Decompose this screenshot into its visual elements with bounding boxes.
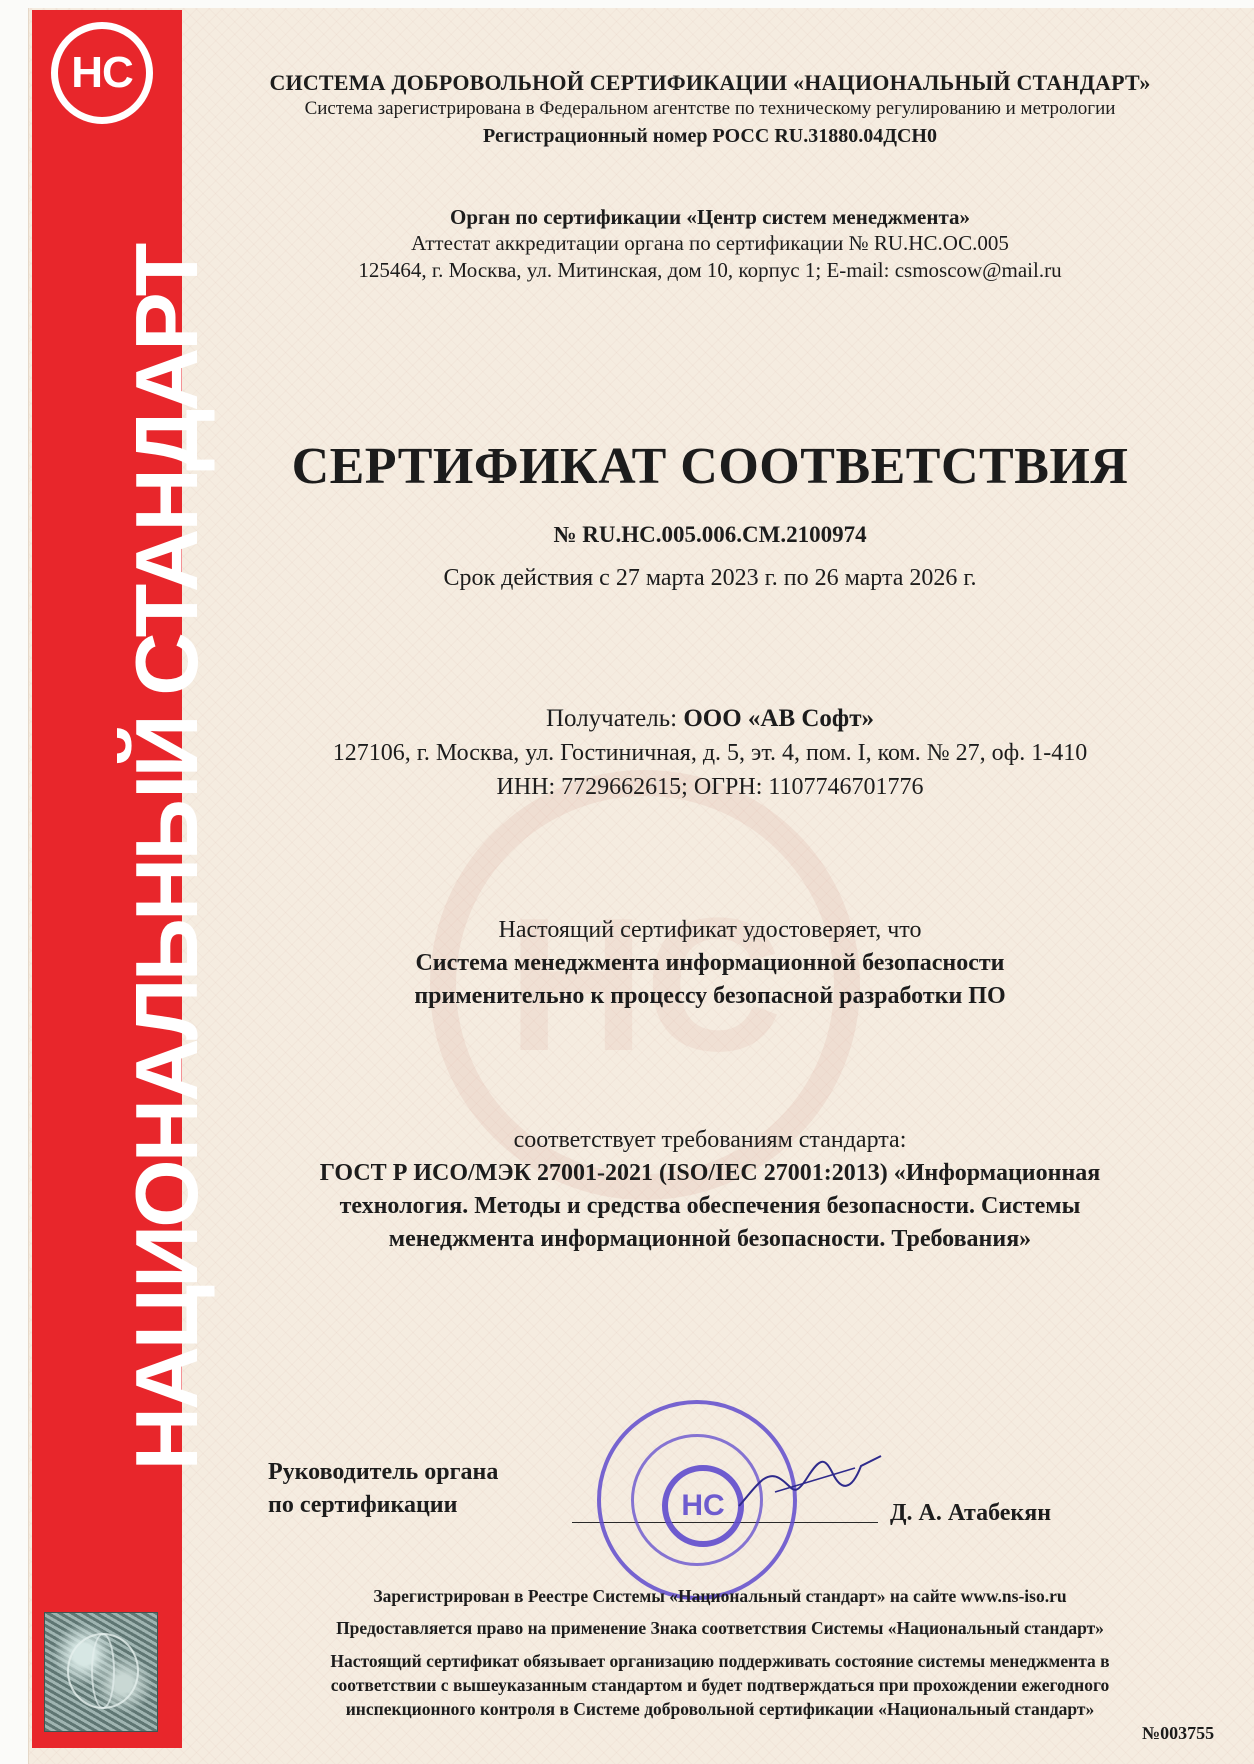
vertical-title: НАЦИОНАЛЬНЫЙ СТАНДАРТ [117,245,216,1471]
registry-note: Зарегистрирован в Реестре Системы «Национальный стандарт» на сайте www.ns-iso.ru [373,1586,1067,1606]
recipient-line [210,705,1210,733]
obligation-line3: инспекционного контроля в Системе добровольной сертификации «Национальный стандарт» [345,1699,1095,1719]
signatory-name: Д. А. Атабекян [890,1500,1052,1526]
conformity-intro: Настоящий сертификат удостоверяет, что [498,917,922,943]
globe-icon [67,1633,139,1709]
certification-body-name: Орган по сертификации «Центр систем менеджмента» [449,205,971,229]
stamp-logo: НС [662,1465,744,1547]
signatory-role-line1: Руководитель органа [268,1459,499,1485]
accreditation-certificate: Аттестат аккредитации органа по сертификации № RU.НС.ОС.005 [411,231,1009,255]
recipient-name: ООО «АВ Софт» [683,705,875,732]
system-name: СИСТЕМА ДОБРОВОЛЬНОЙ СЕРТИФИКАЦИИ «НАЦИОНАЛЬНЫЙ СТАНДАРТ» [269,70,1151,95]
certification-body-address: 125464, г. Москва, ул. Митинская, дом 10, корпус 1; E-mail: csmoscow@mail.ru [358,258,1062,282]
hologram-sticker [44,1612,158,1732]
recipient-label: Получатель: [545,705,684,732]
conformity-subject-line2: применительно к процессу безопасной разработки ПО [414,983,1006,1009]
recipient-ids: ИНН: 7729662615; ОГРН: 1107746701776 [496,774,924,800]
registration-number: Регистрационный номер РОСС RU.31880.04ДСН0 [483,125,937,147]
handwritten-signature [735,1448,885,1518]
signatory-role [268,1456,498,1522]
standard-line1: ГОСТ Р ИСО/МЭК 27001-2021 (ISO/IEC 27001:2013) «Информационная [319,1160,1101,1186]
standard-line2: технология. Методы и средства обеспечения безопасности. Системы [339,1193,1081,1219]
registration-note: Система зарегистрирована в Федеральном агентстве по техническому регулированию и метрологии [304,98,1116,119]
signatory-role-line2: по сертификации [268,1492,458,1518]
ns-logo: НС [51,22,153,124]
validity-period: Срок действия с 27 марта 2023 г. по 26 марта 2026 г. [443,565,977,591]
obligation-line2: соответствии с вышеуказанным стандартом и будет подтверждаться при прохождении ежегодного [330,1675,1110,1695]
serial-number: №003755 [1142,1723,1215,1743]
recipient-address: 127106, г. Москва, ул. Гостиничная, д. 5, эт. 4, пом. I, ком. № 27, оф. 1-410 [332,740,1088,766]
mark-usage-right: Предоставляется право на применение Знака соответствия Системы «Национальный стандарт» [336,1618,1104,1638]
standard-intro: соответствует требованиям стандарта: [513,1127,907,1153]
standard-line3: менеджмента информационной безопасности. Требования» [388,1226,1032,1252]
certificate-number: № RU.НС.005.006.СМ.2100974 [553,522,867,547]
certificate-title: СЕРТИФИКАТ СООТВЕТСТВИЯ [291,438,1129,495]
obligation-line1: Настоящий сертификат обязывает организацию поддерживать состояние системы менеджмента в [330,1651,1110,1671]
conformity-subject-line1: Система менеджмента информационной безопасности [415,950,1005,976]
